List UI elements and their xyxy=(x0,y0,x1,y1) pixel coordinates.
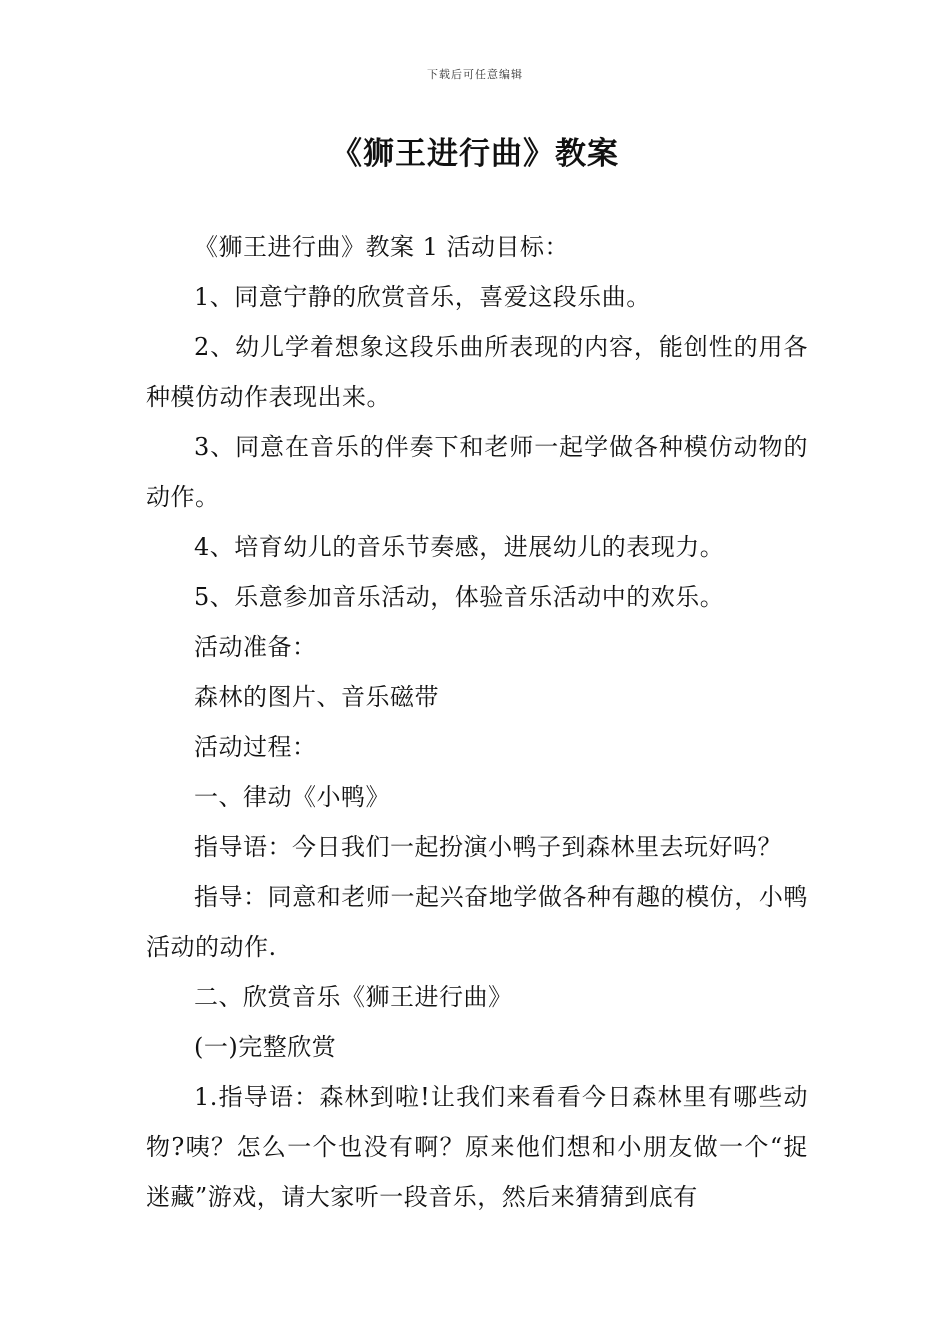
document-body xyxy=(146,222,808,1222)
paragraph-step-1: 1.指导语：森林到啦!让我们来看看今日森林里有哪些动物?咦？怎么一个也没有啊？原来他们想和小朋友做一个“捉迷藏”游戏，请大家听一段音乐，然后来猜猜到底有 xyxy=(146,1083,808,1211)
paragraph-preparation-items: 森林的图片、音乐磁带 xyxy=(194,683,439,711)
header-note: 下载后可任意编辑 xyxy=(427,68,523,81)
paragraph-objective-1: 1、同意宁静的欣赏音乐，喜爱这段乐曲。 xyxy=(194,283,651,311)
paragraph-guidance: 指导：同意和老师一起兴奋地学做各种有趣的模仿，小鸭活动的动作. xyxy=(146,883,808,961)
document-title: 《狮王进行曲》教案 xyxy=(331,136,619,172)
paragraph-section-1: 一、律动《小鸭》 xyxy=(194,783,390,811)
paragraph-guide-speech: 指导语：今日我们一起扮演小鸭子到森林里去玩好吗？ xyxy=(194,833,782,861)
paragraph-objective-5: 5、乐意参加音乐活动，体验音乐活动中的欢乐。 xyxy=(194,583,725,611)
paragraph-preparation-heading: 活动准备： xyxy=(194,633,317,661)
paragraph-objective-4: 4、培育幼儿的音乐节奏感，进展幼儿的表现力。 xyxy=(194,533,725,561)
paragraph-section-2: 二、欣赏音乐《狮王进行曲》 xyxy=(194,983,513,1011)
paragraph-subsection-1: (一)完整欣赏 xyxy=(194,1033,337,1061)
paragraph-process-heading: 活动过程： xyxy=(194,733,317,761)
paragraph-objective-3: 3、同意在音乐的伴奏下和老师一起学做各种模仿动物的动作。 xyxy=(146,433,808,511)
paragraph-objective-2: 2、幼儿学着想象这段乐曲所表现的内容，能创性的用各种模仿动作表现出来。 xyxy=(146,333,808,411)
paragraph-objectives-heading: 《狮王进行曲》教案 1 活动目标： xyxy=(194,233,570,261)
